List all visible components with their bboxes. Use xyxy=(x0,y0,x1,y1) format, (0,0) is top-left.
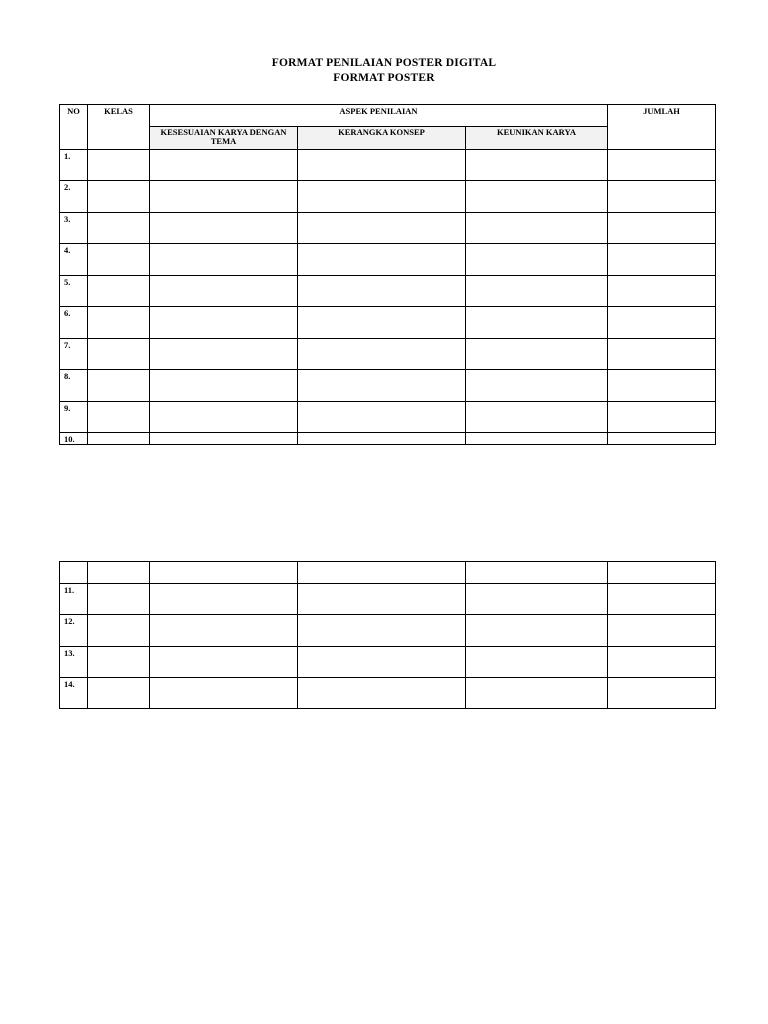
kesesuaian-cell[interactable] xyxy=(150,244,298,276)
kerangka-cell[interactable] xyxy=(298,307,466,339)
jumlah-cell[interactable] xyxy=(608,213,716,244)
row-number: 2. xyxy=(60,181,88,213)
kelas-cell[interactable] xyxy=(88,276,150,307)
keunikan-cell[interactable] xyxy=(466,339,608,370)
kelas-cell[interactable] xyxy=(88,647,150,678)
kesesuaian-cell[interactable] xyxy=(150,213,298,244)
kesesuaian-cell[interactable] xyxy=(150,402,298,433)
kelas-cell[interactable] xyxy=(88,433,150,445)
kesesuaian-cell[interactable] xyxy=(150,615,298,647)
kerangka-cell[interactable] xyxy=(298,276,466,307)
keunikan-cell[interactable] xyxy=(466,584,608,615)
keunikan-cell[interactable] xyxy=(466,433,608,445)
jumlah-cell[interactable] xyxy=(608,402,716,433)
kesesuaian-cell[interactable] xyxy=(150,307,298,339)
table-row xyxy=(60,678,716,709)
jumlah-cell[interactable] xyxy=(608,647,716,678)
table-row xyxy=(60,433,716,445)
table-row xyxy=(60,370,716,402)
kerangka-cell[interactable] xyxy=(298,370,466,402)
kerangka-cell[interactable] xyxy=(298,181,466,213)
jumlah-cell[interactable] xyxy=(608,244,716,276)
keunikan-cell[interactable] xyxy=(466,562,608,584)
kelas-cell[interactable] xyxy=(88,307,150,339)
kelas-cell[interactable] xyxy=(88,615,150,647)
kerangka-cell[interactable] xyxy=(298,584,466,615)
jumlah-cell[interactable] xyxy=(608,181,716,213)
keunikan-cell[interactable] xyxy=(466,647,608,678)
kerangka-cell[interactable] xyxy=(298,433,466,445)
kelas-cell[interactable] xyxy=(88,213,150,244)
title-line-1: FORMAT PENILAIAN POSTER DIGITAL xyxy=(271,57,497,69)
kelas-cell[interactable] xyxy=(88,181,150,213)
table-row xyxy=(60,402,716,433)
row-number: 6. xyxy=(60,307,88,339)
table-row xyxy=(60,562,716,584)
table-row xyxy=(60,647,716,678)
header-jumlah: JUMLAH xyxy=(608,105,716,150)
kesesuaian-cell[interactable] xyxy=(150,678,298,709)
header-aspek-penilaian: ASPEK PENILAIAN xyxy=(150,105,608,127)
kerangka-cell[interactable] xyxy=(298,339,466,370)
kerangka-cell[interactable] xyxy=(298,402,466,433)
row-number: 13. xyxy=(60,647,88,678)
row-number: 7. xyxy=(60,339,88,370)
kelas-cell[interactable] xyxy=(88,370,150,402)
keunikan-cell[interactable] xyxy=(466,150,608,181)
table-row xyxy=(60,615,716,647)
kesesuaian-cell[interactable] xyxy=(150,433,298,445)
title-line-2: FORMAT POSTER xyxy=(333,72,435,84)
kerangka-cell[interactable] xyxy=(298,615,466,647)
row-number: 5. xyxy=(60,276,88,307)
kelas-cell[interactable] xyxy=(88,244,150,276)
jumlah-cell[interactable] xyxy=(608,562,716,584)
jumlah-cell[interactable] xyxy=(608,433,716,445)
keunikan-cell[interactable] xyxy=(466,181,608,213)
jumlah-cell[interactable] xyxy=(608,615,716,647)
kerangka-cell[interactable] xyxy=(298,678,466,709)
jumlah-cell[interactable] xyxy=(608,307,716,339)
header-no: NO xyxy=(60,105,88,150)
row-number: 10. xyxy=(60,433,88,445)
keunikan-cell[interactable] xyxy=(466,307,608,339)
jumlah-cell[interactable] xyxy=(608,339,716,370)
table-row xyxy=(60,213,716,244)
jumlah-cell[interactable] xyxy=(608,370,716,402)
header-kerangka-konsep: KERANGKA KONSEP xyxy=(298,127,466,150)
keunikan-cell[interactable] xyxy=(466,276,608,307)
row-number: 9. xyxy=(60,402,88,433)
row-number: 11. xyxy=(60,584,88,615)
row-number: 1. xyxy=(60,150,88,181)
kesesuaian-cell[interactable] xyxy=(150,584,298,615)
header-kelas: KELAS xyxy=(88,105,150,150)
jumlah-cell[interactable] xyxy=(608,678,716,709)
assessment-table-continued xyxy=(59,561,716,709)
row-number: 8. xyxy=(60,370,88,402)
row-number: 12. xyxy=(60,615,88,647)
jumlah-cell[interactable] xyxy=(608,584,716,615)
kesesuaian-cell[interactable] xyxy=(150,276,298,307)
kelas-cell[interactable] xyxy=(88,339,150,370)
kerangka-cell[interactable] xyxy=(298,150,466,181)
kesesuaian-cell[interactable] xyxy=(150,181,298,213)
table-row xyxy=(60,339,716,370)
kerangka-cell[interactable] xyxy=(298,244,466,276)
row-number xyxy=(60,562,88,584)
keunikan-cell[interactable] xyxy=(466,370,608,402)
row-number: 4. xyxy=(60,244,88,276)
header-kesesuaian: KESESUAIAN KARYA DENGAN TEMA xyxy=(150,127,298,150)
document-title xyxy=(0,56,768,86)
keunikan-cell[interactable] xyxy=(466,244,608,276)
keunikan-cell[interactable] xyxy=(466,615,608,647)
kesesuaian-cell[interactable] xyxy=(150,339,298,370)
table-row xyxy=(60,150,716,181)
kerangka-cell[interactable] xyxy=(298,562,466,584)
kelas-cell[interactable] xyxy=(88,402,150,433)
keunikan-cell[interactable] xyxy=(466,213,608,244)
table-row xyxy=(60,181,716,213)
table-row xyxy=(60,276,716,307)
kesesuaian-cell[interactable] xyxy=(150,562,298,584)
row-number: 14. xyxy=(60,678,88,709)
kesesuaian-cell[interactable] xyxy=(150,647,298,678)
table-row xyxy=(60,244,716,276)
kelas-cell[interactable] xyxy=(88,150,150,181)
kesesuaian-cell[interactable] xyxy=(150,370,298,402)
kesesuaian-cell[interactable] xyxy=(150,150,298,181)
table-row xyxy=(60,307,716,339)
kerangka-cell[interactable] xyxy=(298,647,466,678)
kerangka-cell[interactable] xyxy=(298,213,466,244)
kelas-cell[interactable] xyxy=(88,584,150,615)
jumlah-cell[interactable] xyxy=(608,150,716,181)
row-number: 3. xyxy=(60,213,88,244)
jumlah-cell[interactable] xyxy=(608,276,716,307)
kelas-cell[interactable] xyxy=(88,678,150,709)
header-keunikan-karya: KEUNIKAN KARYA xyxy=(466,127,608,150)
keunikan-cell[interactable] xyxy=(466,402,608,433)
keunikan-cell[interactable] xyxy=(466,678,608,709)
assessment-table xyxy=(59,104,716,445)
kelas-cell[interactable] xyxy=(88,562,150,584)
table-row xyxy=(60,584,716,615)
